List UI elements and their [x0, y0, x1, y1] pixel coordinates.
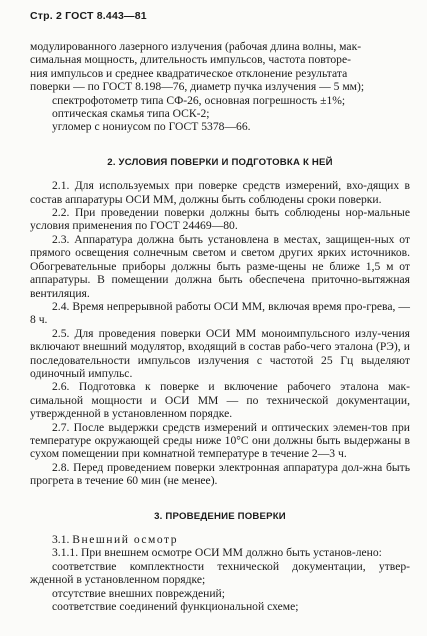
- paragraph-2-1: 2.1. Для используемых при поверке средств измерений, вхо-дящих в состав аппаратуры ОСИ ММ, должны быть соблюдены сроки поверки.: [30, 179, 410, 206]
- subsection-number: 3.1.: [52, 533, 70, 546]
- paragraph-2-5: 2.5. Для проведения поверки ОСИ ММ моноимпульсного излу-чения включают внешний модулятор, входящий в состав рабо-чего эталона (РЭ), и последовательности импульсов излучения с частотой 25 Гц выделяют одиночный импульс.: [30, 326, 410, 380]
- paragraph-2-3: 2.3. Аппаратура должна быть установлена в местах, защищен-ных от прямого освещения солнечным светом и светом других ярких источников. Обогревательные приборы должны быть разме-щены не ближе 1,5 м от аппаратуры. В помещении должна быть обеспечена приточно-вытяжная вентиляция.: [30, 232, 410, 300]
- intro-line: симальная мощность, длительность импульсов, частота повторе-: [30, 53, 351, 67]
- intro-line: ния импульсов и среднее квадратическое отклонение результата: [30, 66, 348, 80]
- page-header: Стр. 2 ГОСТ 8.443—81: [30, 10, 147, 22]
- section-2-title: 2. УСЛОВИЯ ПОВЕРКИ И ПОДГОТОВКА К НЕЙ: [107, 156, 333, 168]
- paragraph-3-1-1: 3.1.1. При внешнем осмотре ОСИ ММ должно быть установ-лено:: [52, 546, 382, 560]
- equipment-item: спектрофотометр типа СФ-26, основная погрешность ±1%;: [52, 93, 346, 107]
- inspection-item: соответствие соединений функциональной схеме;: [52, 600, 299, 614]
- paragraph-2-4: 2.4. Время непрерывной работы ОСИ ММ, включая время про-грева, — 8 ч.: [30, 299, 410, 327]
- equipment-item: угломер с нониусом по ГОСТ 5378—66.: [52, 120, 251, 134]
- subsection-title: Внешний осмотр: [72, 533, 179, 546]
- paragraph-2-6: 2.6. Подготовка к поверке и включение рабочего эталона мак-симальной мощности и ОСИ ММ — по технической документации, утвержденной в установленном порядке.: [30, 380, 410, 421]
- paragraph-2-7: 2.7. После выдержки средств измерений и оптических элемен-тов при температуре окружающей среды ниже 10°С они должны быть выдержаны в сухом помещении при комнатной температуре в течение 2—3 ч.: [30, 420, 410, 461]
- equipment-item: оптическая скамья типа ОСК-2;: [52, 107, 210, 121]
- paragraph-2-2: 2.2. При проведении поверки должны быть соблюдены нор-мальные условия применения по ГОСТ 24469—80.: [30, 206, 410, 233]
- inspection-item: соответствие комплектности технической документации, утвер-жденной в установленном порядке;: [30, 559, 410, 587]
- document-body: [30, 40, 410, 613]
- intro-line: модулированного лазерного излучения (рабочая длина волны, мак-: [30, 40, 362, 53]
- subsection-3-1-heading: [30, 533, 410, 546]
- inspection-item: отсутствие внешних повреждений;: [52, 586, 225, 600]
- intro-line: поверки — по ГОСТ 8.198—76, диаметр пучка излучения — 5 мм);: [30, 80, 365, 94]
- section-3-title: 3. ПРОВЕДЕНИЕ ПОВЕРКИ: [154, 510, 286, 522]
- paragraph-2-8: 2.8. Перед проведением поверки электронная аппаратура дол-жна быть прогрета в течение 60 мин (не менее).: [30, 460, 410, 488]
